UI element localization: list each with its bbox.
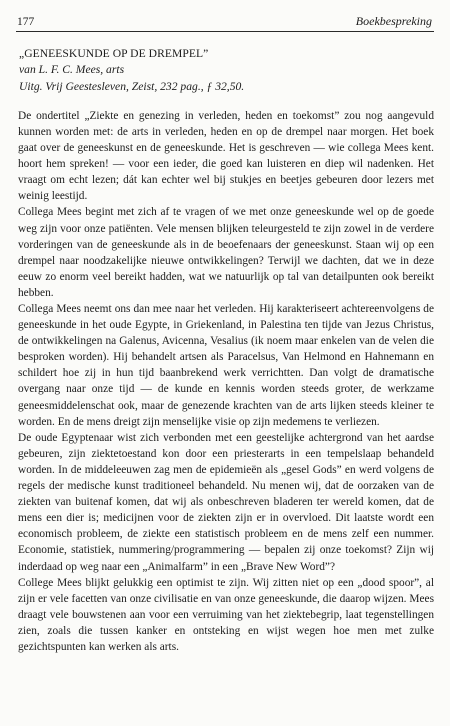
page-number: 177 <box>17 16 35 28</box>
review-author: van L. F. C. Mees, arts <box>19 63 125 77</box>
review-title: „GENEESKUNDE OP DE DREMPEL” <box>19 47 209 60</box>
review-header <box>19 46 434 95</box>
review-publisher: Uitg. Vrij Geestesleven, Zeist, 232 pag., ƒ 32,50. <box>19 79 245 93</box>
paragraph: Collega Mees neemt ons dan mee naar het verleden. Hij karakteriseert achtereenvolgens de geneeskunde in het oude Egypte, in Griekenland, in Palestina ten tijde van Jezus Christus, de ontwikkelingen na Galenus, Avicenna, Vesalius (ik noem maar enkelen van de velen die besproken worden). Hij behandelt artsen als Paracelsus, Van Helmond en Hahnemann en schildert hoe zij in hun tijd baanbrekend werk verrichtten. Dan volgt de dramatische overgang naar onze tijd — de kunde en kennis worden steeds groter, de werkzame geneesmiddelenschat ook, maar de genezende krachten van de arts lijken steeds kleiner te worden. En de mens dreigt zijn menselijke visie op zijn medemens te verliezen. <box>18 303 434 428</box>
paragraph: De oude Egyptenaar wist zich verbonden met een geestelijke achtergrond van het aardse gebeuren, zijn ziektetoestand kon door een priesterarts in een tempelslaap behandeld worden. In de middeleeuwen zag men de epidemieën als „gesel Gods” en werd volgens de regels der medische kunst traditioneel behandeld. Nu menen wij, dat de oorzaken van de ziekten van buitenaf komen, dat wij als onbeschreven bladeren ter wereld komen, dat de mens een dier is; medicijnen voor de ziekten zijn er in overvloed. Dit laatste wordt een economisch probleem, de ziekte een statistisch probleem en de mens zelf een nummer. Economie, statistiek, nummering/programmering — bepalen zij onze toekomst? Zijn wij inderdaad op weg naar een „Animalfarm” in een „Brave New Word”? <box>18 431 434 573</box>
review-body <box>18 108 434 655</box>
paragraph: College Mees blijkt gelukkig een optimist te zijn. Wij zitten niet op een „dood spoor”, al zijn er vele facetten van onze civilisatie en van onze geneeskunde, die daarop wijzen. Mees draagt vele bouwstenen aan voor een verruiming van het ziektebegrip, laat tegenstellingen zien, zoals die tussen kanker en ontsteking en wijst wegen hoe men met zulke gezichtspunten kan werken als arts. <box>18 576 434 653</box>
paragraph: Collega Mees begint met zich af te vragen of we met onze geneeskunde wel op de goede weg zijn voor onze patiënten. Vele mensen blijken teleurgesteld te zijn zowel in de verdere vorderingen van de geneeskunde als in de beoefenaars der geneeskunst. Staan wij op een drempel naar noodzakelijke nieuwe ontwikkelingen? Terwijl we dachten, dat we in deze eeuw zo enorm veel bereikt hadden, wat we natuurlijk op tal van detailpunten ook bereikt hebben. <box>18 206 434 299</box>
paragraph: De ondertitel „Ziekte en genezing in verleden, heden en toekomst” zou nog aangevuld kunnen worden met: de arts in verleden, heden en op de drempel naar morgen. Het boek gaat over de geneeskunst en de geneeskunde. Het is geschreven — wie collega Mees kent. hoort hem spreken! — voor een ieder, die goed kan luisteren en diep wil nadenken. Het vraagt om echt lezen; dát kan echter wel bij stukjes en beetjes gebeuren door lezers met weinig leestijd. <box>18 109 434 203</box>
section-title: Boekbespreking <box>355 14 432 28</box>
running-head <box>16 14 434 32</box>
